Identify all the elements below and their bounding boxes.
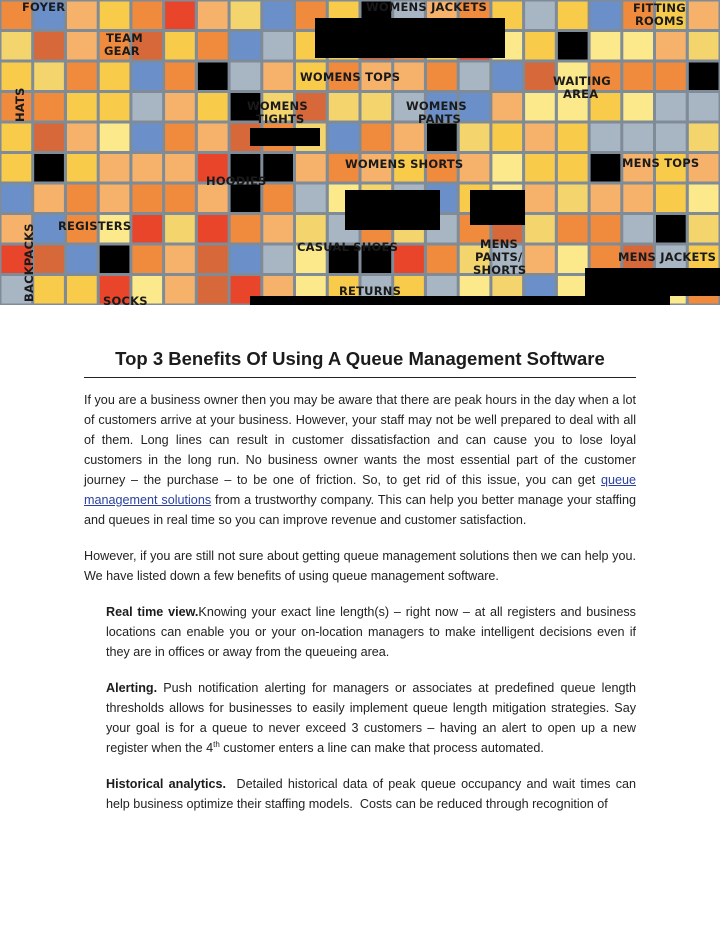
heatmap-cell	[67, 246, 97, 274]
heatmap-cell	[198, 215, 228, 243]
heatmap-cell	[623, 63, 653, 91]
heatmap-cell	[34, 154, 64, 182]
zone-label-mens-pants-line1: MENS	[480, 237, 519, 251]
heatmap-cell	[198, 185, 228, 213]
heatmap-cell	[165, 185, 195, 213]
heatmap-cell	[525, 124, 555, 152]
zone-label-socks: SOCKS	[103, 294, 148, 305]
heatmap-cell	[689, 32, 719, 60]
heatmap-cell	[427, 124, 457, 152]
heatmap-cell	[165, 63, 195, 91]
heatmap-cell	[296, 215, 326, 243]
heatmap-cell	[492, 93, 522, 121]
heatmap-cell	[67, 93, 97, 121]
heatmap-cell	[165, 276, 195, 304]
zone-label-waiting-area-line1: WAITING	[553, 74, 611, 88]
page-title: Top 3 Benefits Of Using A Queue Management Software	[115, 348, 605, 369]
heatmap-cell	[2, 124, 32, 152]
heatmap-cell	[362, 124, 392, 152]
heatmap-cell	[67, 32, 97, 60]
heatmap-cell	[656, 215, 686, 243]
aisle-block	[250, 128, 320, 146]
heatmap-cell	[198, 276, 228, 304]
heatmap-cell	[525, 154, 555, 182]
heatmap-cell	[492, 124, 522, 152]
heatmap-cell	[231, 32, 261, 60]
heatmap-cell	[460, 154, 490, 182]
benefit-heading: Real time view.	[106, 605, 199, 619]
heatmap-cell	[689, 2, 719, 30]
heatmap-cell	[689, 185, 719, 213]
heatmap-cell	[460, 63, 490, 91]
heatmap-cell	[623, 93, 653, 121]
heatmap-cell	[591, 32, 621, 60]
heatmap-cell	[132, 246, 162, 274]
zone-label-mens-tops: MENS TOPS	[622, 156, 700, 170]
second-paragraph: However, if you are still not sure about getting queue management solutions then we can help you. We have listed down a few benefits of using queue management software.	[84, 549, 636, 583]
heatmap-cell	[34, 276, 64, 304]
heatmap-cell	[558, 2, 588, 30]
heatmap-cell	[165, 215, 195, 243]
heatmap-cell	[263, 154, 293, 182]
zone-label-womens-pants-line2: PANTS	[418, 112, 462, 126]
heatmap-cell	[100, 63, 130, 91]
intro-text-after-link: from a trustworthy company. This can help you better manage your staffing and queues in real time so you can improve revenue and customer satisfaction.	[84, 493, 636, 527]
zone-label-womens-tights-line1: WOMENS	[247, 99, 308, 113]
zone-label-backpacks: BACKPACKS	[22, 223, 36, 302]
heatmap-cell	[100, 185, 130, 213]
heatmap-cell	[591, 185, 621, 213]
heatmap-cell	[591, 215, 621, 243]
benefit-real-time-view	[106, 602, 636, 662]
store-heatmap-banner	[0, 0, 720, 305]
heatmap-cell	[2, 63, 32, 91]
intro-text-before-link: If you are a business owner then you may be aware that there are peak hours in the day when a lot of customers arrive at your business. However, your staff may not be well prepared to deal with all of them. Long lines can result in customer dissatisfaction and can cause you to lose loyal customers in the long run. No business owner wants the most essential part of the customer journey – the purchase – to be one of friction. So, to get rid of this issue, you can get	[84, 393, 636, 487]
heatmap-cell	[100, 154, 130, 182]
heatmap-cell	[525, 185, 555, 213]
heatmap-cell	[165, 154, 195, 182]
heatmap-cell	[656, 32, 686, 60]
heatmap-cell	[525, 246, 555, 274]
heatmap-cell	[656, 124, 686, 152]
heatmap-cell	[198, 63, 228, 91]
heatmap-cell	[231, 185, 261, 213]
zone-label-waiting-area-line2: AREA	[563, 87, 599, 101]
aisle-block	[470, 190, 525, 225]
zone-label-foyer: FOYER	[22, 0, 66, 14]
benefit-heading: Historical analytics.	[106, 777, 227, 791]
heatmap-cell	[525, 2, 555, 30]
benefit-text: Knowing your exact line length(s) – right now – at all registers and business locations can enable you or your on-location managers to make intelligent decisions even if they are in offices or away from the queueing area.	[106, 605, 636, 659]
heatmap-cell	[656, 93, 686, 121]
heatmap-cell	[34, 93, 64, 121]
heatmap-cell	[2, 154, 32, 182]
zone-label-womens-pants-line1: WOMENS	[406, 99, 467, 113]
heatmap-cell	[198, 32, 228, 60]
heatmap-cell	[198, 2, 228, 30]
heatmap-cell	[558, 124, 588, 152]
heatmap-cell	[165, 93, 195, 121]
heatmap-cell	[689, 124, 719, 152]
heatmap-cell	[427, 63, 457, 91]
heatmap-cell	[100, 93, 130, 121]
heatmap-cell	[525, 93, 555, 121]
heatmap-cell	[231, 246, 261, 274]
heatmap-cell	[394, 124, 424, 152]
heatmap-cell	[34, 32, 64, 60]
heatmap-cell	[558, 246, 588, 274]
heatmap-cell	[263, 215, 293, 243]
heatmap-cell	[132, 215, 162, 243]
heatmap-cell	[525, 32, 555, 60]
heatmap-cell	[492, 154, 522, 182]
zone-label-returns: RETURNS	[339, 284, 402, 298]
zone-label-womens-tights-line2: TIGHTS	[256, 112, 305, 126]
heatmap-cell	[558, 185, 588, 213]
heatmap-cell	[492, 63, 522, 91]
heatmap-cell	[2, 32, 32, 60]
heatmap-cell	[558, 154, 588, 182]
aisle-block	[315, 18, 505, 58]
benefit-text: Push notification alerting for managers or associates at predefined queue length thresholds allows for businesses to easily implement queue length mitigation strategies. Say your goal is for a queue to never exceed 3 customers – having an alert to open up a new register when the 4	[106, 681, 636, 755]
heatmap-cell	[263, 2, 293, 30]
heatmap-cell	[623, 215, 653, 243]
heatmap-cell	[558, 215, 588, 243]
benefit-heading: Alerting.	[106, 681, 158, 695]
heatmap-cell	[689, 63, 719, 91]
ordinal-suffix: th	[213, 739, 220, 749]
heatmap-cell	[329, 93, 359, 121]
heatmap-cell	[427, 246, 457, 274]
benefit-alerting	[106, 678, 636, 758]
heatmap-cell	[198, 124, 228, 152]
heatmap-cell	[198, 246, 228, 274]
heatmap-cell	[296, 185, 326, 213]
zone-label-registers: REGISTERS	[58, 219, 132, 233]
heatmap-cell	[263, 32, 293, 60]
heatmap-cell	[165, 124, 195, 152]
heatmap-cell	[623, 124, 653, 152]
zone-label-team-gear-line1: TEAM	[106, 31, 143, 45]
heatmap-cell	[623, 185, 653, 213]
heatmap-cell	[656, 63, 686, 91]
heatmap-cell	[460, 124, 490, 152]
heatmap-cell	[132, 185, 162, 213]
zone-label-womens-jackets: WOMENS JACKETS	[366, 0, 487, 14]
heatmap-cell	[100, 124, 130, 152]
queue-management-solutions-link[interactable]: queue management solutions	[84, 473, 636, 507]
heatmap-cell	[100, 246, 130, 274]
heatmap-cell	[296, 154, 326, 182]
zone-label-mens-jackets: MENS JACKETS	[618, 250, 717, 264]
heatmap-cell	[263, 63, 293, 91]
heatmap-cell	[558, 32, 588, 60]
heatmap-cell	[67, 63, 97, 91]
heatmap-cell	[132, 2, 162, 30]
heatmap-cell	[165, 2, 195, 30]
zone-label-team-gear-line2: GEAR	[104, 44, 140, 58]
benefit-historical-analytics	[106, 774, 640, 814]
heatmap-cell	[132, 93, 162, 121]
heatmap-cell	[525, 63, 555, 91]
title-divider	[84, 377, 636, 378]
heatmap-cell	[623, 32, 653, 60]
heatmap-cell	[525, 215, 555, 243]
heatmap-cell	[591, 2, 621, 30]
heatmap-cell	[34, 63, 64, 91]
heatmap-cell	[591, 154, 621, 182]
aisle-block	[250, 296, 670, 305]
heatmap-cell	[689, 215, 719, 243]
heatmap-cell	[132, 124, 162, 152]
heatmap-cell	[231, 215, 261, 243]
heatmap-cell	[231, 2, 261, 30]
heatmap-cell	[34, 185, 64, 213]
zone-label-hats: HATS	[13, 87, 27, 122]
heatmap-cell	[394, 246, 424, 274]
heatmap-cell	[263, 185, 293, 213]
heatmap-cell	[263, 246, 293, 274]
zone-label-womens-tops: WOMENS TOPS	[300, 70, 401, 84]
heatmap-cell	[231, 63, 261, 91]
heatmap-cell	[67, 154, 97, 182]
zone-label-mens-pants-line3: SHORTS	[473, 263, 527, 277]
zone-label-fitting-rooms-line1: FITTING	[633, 1, 686, 15]
benefit-text-continued: customer enters a line can make that process automated.	[219, 741, 544, 755]
article	[84, 348, 640, 830]
zone-label-womens-shorts: WOMENS SHORTS	[345, 157, 464, 171]
aisle-block	[585, 268, 720, 296]
heatmap-cell	[67, 124, 97, 152]
heatmap-cell	[2, 185, 32, 213]
intro-paragraph	[84, 390, 636, 530]
zone-label-fitting-rooms-line2: ROOMS	[635, 14, 685, 28]
heatmap-cell	[689, 93, 719, 121]
heatmap-cell	[329, 124, 359, 152]
heatmap-cell	[165, 246, 195, 274]
heatmap-cell	[591, 124, 621, 152]
heatmap-cell	[34, 124, 64, 152]
heatmap-cell	[165, 32, 195, 60]
heatmap-cell	[132, 63, 162, 91]
aisle-block	[345, 190, 440, 230]
heatmap-cell	[67, 2, 97, 30]
zone-label-casual-shoes: CASUAL SHOES	[297, 240, 399, 254]
heatmap-cell	[132, 154, 162, 182]
zone-label-hoodies: HOODIES	[206, 174, 267, 188]
heatmap-cell	[362, 93, 392, 121]
benefit-text: Detailed historical data of peak queue occupancy and wait times can help business optimize their staffing models. Costs can be reduced through recognition of	[106, 777, 640, 811]
heatmap-cell	[656, 185, 686, 213]
heatmap-cell	[100, 2, 130, 30]
heatmap-cell	[198, 93, 228, 121]
zone-label-mens-pants-line2: PANTS/	[475, 250, 523, 264]
heatmap-cell	[34, 246, 64, 274]
heatmap-cell	[67, 185, 97, 213]
heatmap-cell	[67, 276, 97, 304]
